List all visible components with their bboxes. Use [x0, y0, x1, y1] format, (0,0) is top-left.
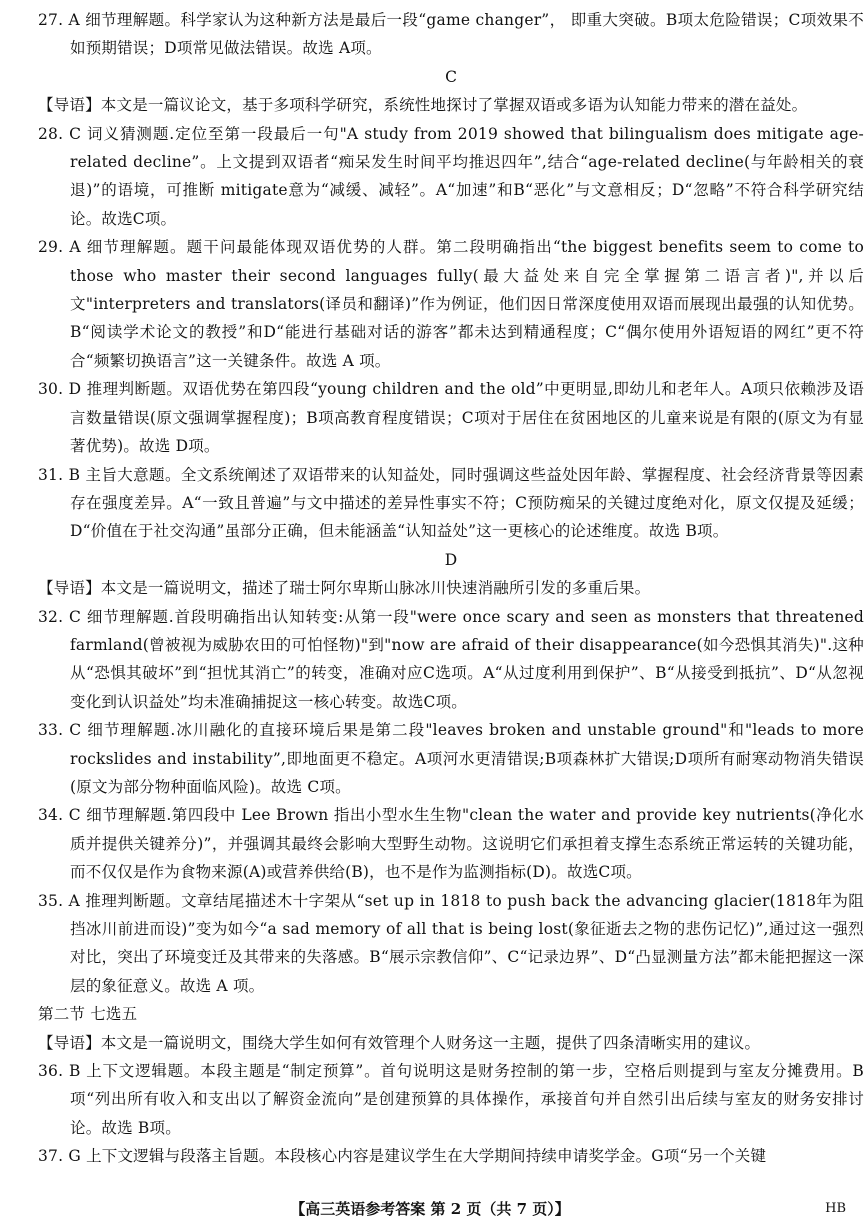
footer-title: 【高三英语参考答案 第 2 页（共 7 页）】 — [290, 1200, 570, 1218]
answer-32: 32. C 细节理解题.首段明确指出认知转变:从第一段"were once scary and seen as monsters that threatened farmland(曾被视为威胁农田的可怕怪物)"到"now are afraid of their disappearance(如今恐惧其消失)".这种从“恐惧其破坏”到“担忧其消亡”的转变，准确对应C选项。A“从过度利用到保护”、B“从接受到抵抗”、D“从忽视变化到认识益处”均未准确捕捉这一核心转变。故选C项。 — [38, 607, 864, 711]
answer-31: 31. B 主旨大意题。全文系统阐述了双语带来的认知益处，同时强调这些益处因年龄、掌握程度、社会经济背景等因素存在强度差异。A“一致且普遍”与文中描述的差异性事实不符；C预防痴呆的关键过度绝对化，原文仅提及延缓；D“价值在于社交沟通”虽部分正确，但未能涵盖“认知益处”这一更核心的论述维度。故选 B项。 — [38, 465, 864, 541]
section-two-intro: 【导语】本文是一篇说明文，围绕大学生如何有效管理个人财务这一主题，提供了四条清晰实用的建议。 — [38, 1033, 761, 1052]
answer-27: 27. A 细节理解题。科学家认为这种新方法是最后一段“game changer”， 即重大突破。B项太危险错误；C项效果不如预期错误；D项常见做法错误。故选 A项。 — [38, 11, 864, 58]
answer-37: 37. G 上下文逻辑与段落主旨题。本段核心内容是建议学生在大学期间持续申请奖学金。G项“另一个关键 — [38, 1147, 767, 1166]
answer-content — [38, 6, 864, 1171]
section-two-title: 第二节 七选五 — [38, 1005, 138, 1024]
footer-code: HB — [825, 1201, 846, 1216]
answer-36: 36. B 上下文逻辑题。本段主题是“制定预算”。首句说明这是财务控制的第一步，空格后则提到与室友分摊费用。B项“列出所有收入和支出以了解资金流向”是创建预算的具体操作，承接首句并自然引出后续与室友的财务安排讨论。故选 B项。 — [38, 1062, 864, 1137]
answer-29: 29. A 细节理解题。题干问最能体现双语优势的人群。第二段明确指出“the biggest benefits seem to come to those who master their second languages fully(最大益处来自完全掌握第二语言者)",并以后文"interpreters and translators(译员和翻译)”作为例证，他们因日常深度使用双语而展现出最强的认知优势。B“阅读学术论文的教授”和D“能进行基础对话的游客”都未达到精通程度；C“偶尔使用外语短语的网红”更不符合“频繁切换语言”这一关键条件。故选 A 项。 — [38, 238, 864, 370]
passage-c-heading: C — [445, 67, 457, 86]
answer-30: 30. D 推理判断题。双语优势在第四段“young children and the old”中更明显,即幼儿和老年人。A项只依赖涉及语言数量错误(原文强调掌握程度)；B项高教育程度错误；C项对于居住在贫困地区的儿童来说是有限的(原文为有显著优势)。故选 D项。 — [38, 380, 864, 456]
passage-c-intro: 【导语】本文是一篇议论文，基于多项科学研究，系统性地探讨了掌握双语或多语为认知能力带来的潜在益处。 — [38, 96, 808, 115]
page-footer — [0, 1197, 868, 1221]
answer-33: 33. C 细节理解题.冰川融化的直接环境后果是第二段"leaves broken and unstable ground"和"leads to more rockslides and instability”,即地面更不稳定。A项河水更清错误;B项森林扩大错误;D项所有耐寒动物消失错误(原文为部分物种面临风险)。故选 C项。 — [38, 721, 864, 796]
passage-d-heading: D — [444, 550, 458, 569]
answer-35: 35. A 推理判断题。文章结尾描述木十字架从“set up in 1818 to push back the advancing glacier(1818年为阻挡冰川前进而设)”变为如今“a sad memory of all that is being lost(象征逝去之物的悲伤记忆)”,通过这一强烈对比，突出了环境变迁及其带来的失落感。B“展示宗教信仰”、C“记录边界”、D“凸显测量方法”都未能把握这一深层的象征意义。故选 A 项。 — [38, 891, 864, 995]
passage-d-intro: 【导语】本文是一篇说明文，描述了瑞士阿尔卑斯山脉冰川快速消融所引发的多重后果。 — [38, 579, 651, 598]
answer-28: 28. C 词义猜测题.定位至第一段最后一句"A study from 2019 showed that bilingualism does mitigate age-related decline”。上文提到双语者“痴呆发生时间平均推迟四年”,结合“age-related decline(与年龄相关的衰退)”的语境，可推断 mitigate意为“减缓、减轻”。A“加速”和B“恶化”与文意相反；D“忽略”不符合科学研究结论。故选C项。 — [38, 124, 864, 228]
answer-34: 34. C 细节理解题.第四段中 Lee Brown 指出小型水生生物"clean the water and provide key nutrients(净化水质并提供关键养分)”，并强调其最终会影响大型野生动物。这说明它们承担着支撑生态系统正常运转的关键功能，而不仅仅是作为食物来源(A)或营养供给(B)，也不是作为监测指标(D)。故选C项。 — [38, 806, 864, 882]
